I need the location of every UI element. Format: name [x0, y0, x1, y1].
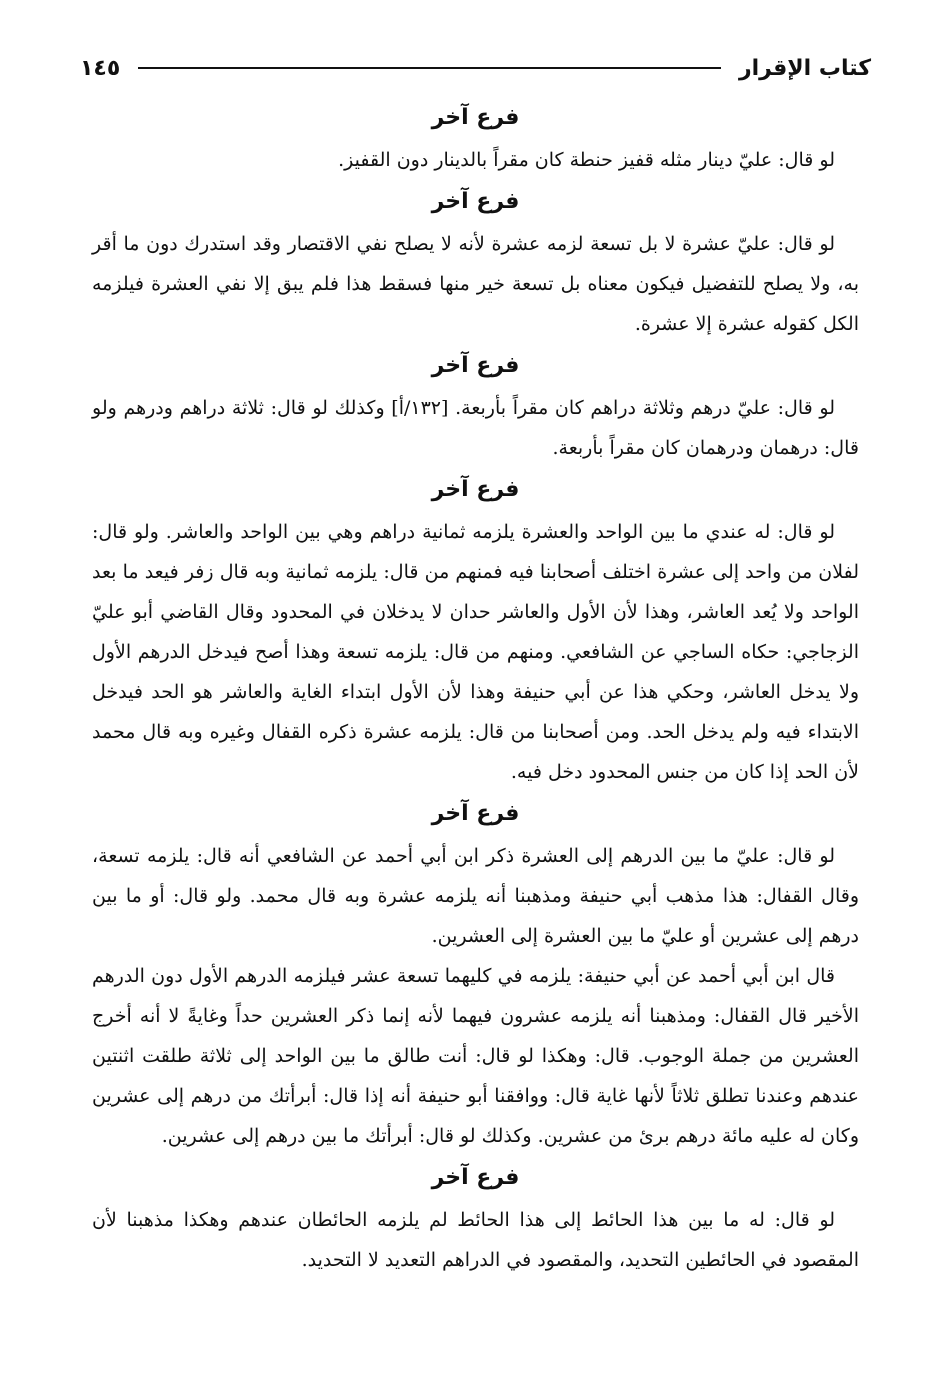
section: [92, 100, 859, 180]
paragraph: لو قال: عليّ عشرة لا بل تسعة لزمه عشرة لأنه لا يصلح نفي الاقتصار وقد استدرك دون ما أقر به، ولا يصلح للتفضيل فيكون معناه بل تسعة خير منها فسقط هذا فلم يبق إلا نفي العشرة فيلزمه الكل كقوله عشرة إلا عشرة.: [92, 233, 859, 335]
paragraph: لو قال: له عندي ما بين الواحد والعشرة يلزمه ثمانية دراهم وهي بين الواحد والعاشر. ولو قال: لفلان من واحد إلى عشرة اختلف أصحابنا فيه فمنهم من قال: يلزمه ثمانية وبه قال زفر فيعد ما بعد الواحد ولا يُعد العاشر، وهذا لأن الأول والعاشر حدان لا يدخلان في المحدود وقال القاضي أبو عليّ الزجاجي: حكاه الساجي عن الشافعي. ومنهم من قال: يلزمه تسعة وهذا أصح فيدخل الدرهم الأول ولا يدخل العاشر، وحكي هذا عن أبي حنيفة وهذا لأن الأول ابتداء الغاية والعاشر هو الحد فيدخل الابتداء فيه ولم يدخل الحد. ومن أصحابنا من قال: يلزمه عشرة ذكره القفال وغيره وبه قال محمد لأن الحد إذا كان من جنس المحدود دخل فيه.: [92, 521, 859, 783]
book-title: كتاب الإقرار: [738, 55, 871, 81]
page-number: ١٤٥: [80, 55, 121, 81]
paragraph: لو قال: له ما بين هذا الحائط إلى هذا الحائط لم يلزمه الحائطان عندهم وهكذا مذهبنا لأن المقصود في الحائطين التحديد، والمقصود في الدراهم التعديد لا التحديد.: [92, 1209, 859, 1271]
paragraph: لو قال: عليّ ما بين الدرهم إلى العشرة ذكر ابن أبي أحمد عن الشافعي أنه قال: يلزمه تسعة، وقال القفال: هذا مذهب أبي حنيفة ومذهبنا أنه يلزمه عشرة وبه قال محمد. ولو قال: أو ما بين درهم إلى عشرين أو عليّ ما بين العشرة إلى العشرين.: [92, 845, 859, 947]
section: [92, 472, 859, 792]
section: [92, 184, 859, 344]
paragraph: لو قال: عليّ درهم وثلاثة دراهم كان مقراً بأربعة. [١٣٢/أ] وكذلك لو قال: ثلاثة دراهم ودرهم ولو قال: درهمان ودرهمان كان مقراً بأربعة.: [92, 397, 859, 459]
page-header: [80, 46, 871, 90]
section-heading: فرع آخر: [431, 477, 520, 502]
section-heading: فرع آخر: [431, 1165, 520, 1190]
page-body: [92, 96, 859, 1280]
section-heading: فرع آخر: [431, 801, 520, 826]
header-rule: [138, 67, 721, 69]
paragraph: قال ابن أبي أحمد عن أبي حنيفة: يلزمه في كليهما تسعة عشر فيلزمه الدرهم الأول دون الدرهم الأخير قال القفال: ومذهبنا أنه يلزمه عشرون فيهما لأنه إنما ذكر العشرين حداً وغايةً لا أنه أخرج العشرين من جملة الوجوب. قال: وهكذا لو قال: أنت طالق ما بين الواحد إلى ثلاثة طلقت اثنتين عندهم وعندنا تطلق ثلاثاً لأنها غاية قال: ووافقنا أبو حنيفة أنه إذا قال: أبرأتك من درهم إلى عشرين وكان له عليه مائة درهم برئ من عشرين. وكذلك لو قال: أبرأتك ما بين درهم إلى عشرين.: [92, 965, 859, 1147]
section-heading: فرع آخر: [431, 189, 520, 214]
section-heading: فرع آخر: [431, 105, 520, 130]
section: [92, 348, 859, 468]
section: [92, 796, 859, 1156]
section-heading: فرع آخر: [431, 353, 520, 378]
paragraph: لو قال: عليّ دينار مثله قفيز حنطة كان مقراً بالدينار دون القفيز.: [338, 149, 835, 171]
section: [92, 1160, 859, 1280]
